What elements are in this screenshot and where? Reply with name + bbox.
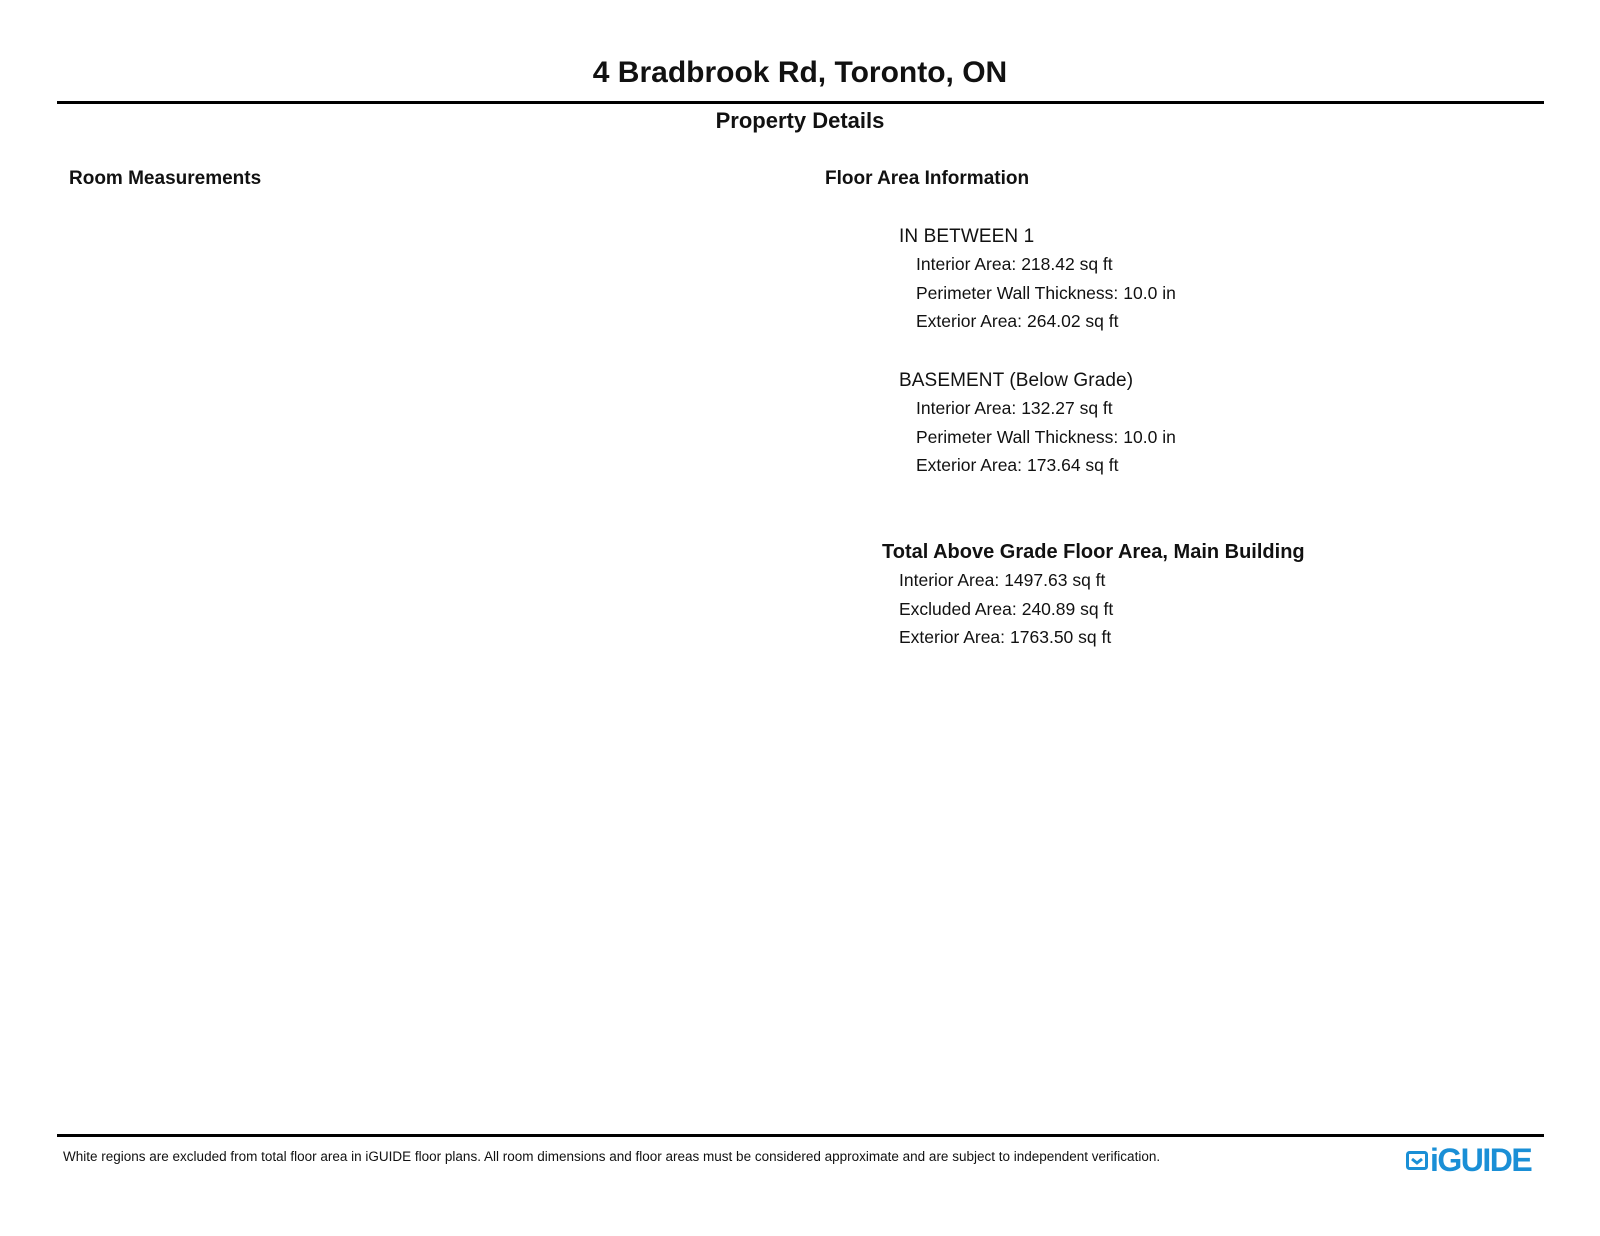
floor-exterior-area: Exterior Area: 173.64 sq ft <box>916 455 1119 475</box>
floor-interior-area: Interior Area: 218.42 sq ft <box>916 254 1113 274</box>
floor-name: IN BETWEEN 1 <box>899 226 1035 247</box>
floor-block-in-between-1 <box>899 225 1176 340</box>
footer-disclaimer: White regions are excluded from total floor area in iGUIDE floor plans. All room dimensions and floor areas must be considered approximate and are subject to independent verification. <box>63 1149 1161 1164</box>
floor-wall-thickness: Perimeter Wall Thickness: 10.0 in <box>916 426 1176 447</box>
floor-block-basement <box>899 369 1176 484</box>
header-divider <box>57 101 1544 104</box>
iguide-logo-icon <box>1406 1149 1428 1171</box>
footer-divider <box>57 1134 1544 1137</box>
iguide-logo <box>1406 1143 1531 1177</box>
floor-name: BASEMENT (Below Grade) <box>899 370 1134 391</box>
page-subtitle: Property Details <box>715 108 885 133</box>
page-title: 4 Bradbrook Rd, Toronto, ON <box>592 56 1008 89</box>
floor-interior-area: Interior Area: 132.27 sq ft <box>916 398 1113 418</box>
iguide-logo-text: iGUIDE <box>1430 1142 1532 1178</box>
total-title: Total Above Grade Floor Area, Main Building <box>882 541 1305 563</box>
floor-exterior-area: Exterior Area: 264.02 sq ft <box>916 311 1119 331</box>
total-interior-area: Interior Area: 1497.63 sq ft <box>899 570 1106 590</box>
floor-area-information-heading: Floor Area Information <box>825 168 1030 189</box>
room-measurements-heading: Room Measurements <box>69 168 262 189</box>
floor-wall-thickness: Perimeter Wall Thickness: 10.0 in <box>916 282 1176 303</box>
total-above-grade-block <box>882 541 1305 656</box>
total-exterior-area: Exterior Area: 1763.50 sq ft <box>899 627 1112 647</box>
total-excluded-area: Excluded Area: 240.89 sq ft <box>899 598 1114 619</box>
